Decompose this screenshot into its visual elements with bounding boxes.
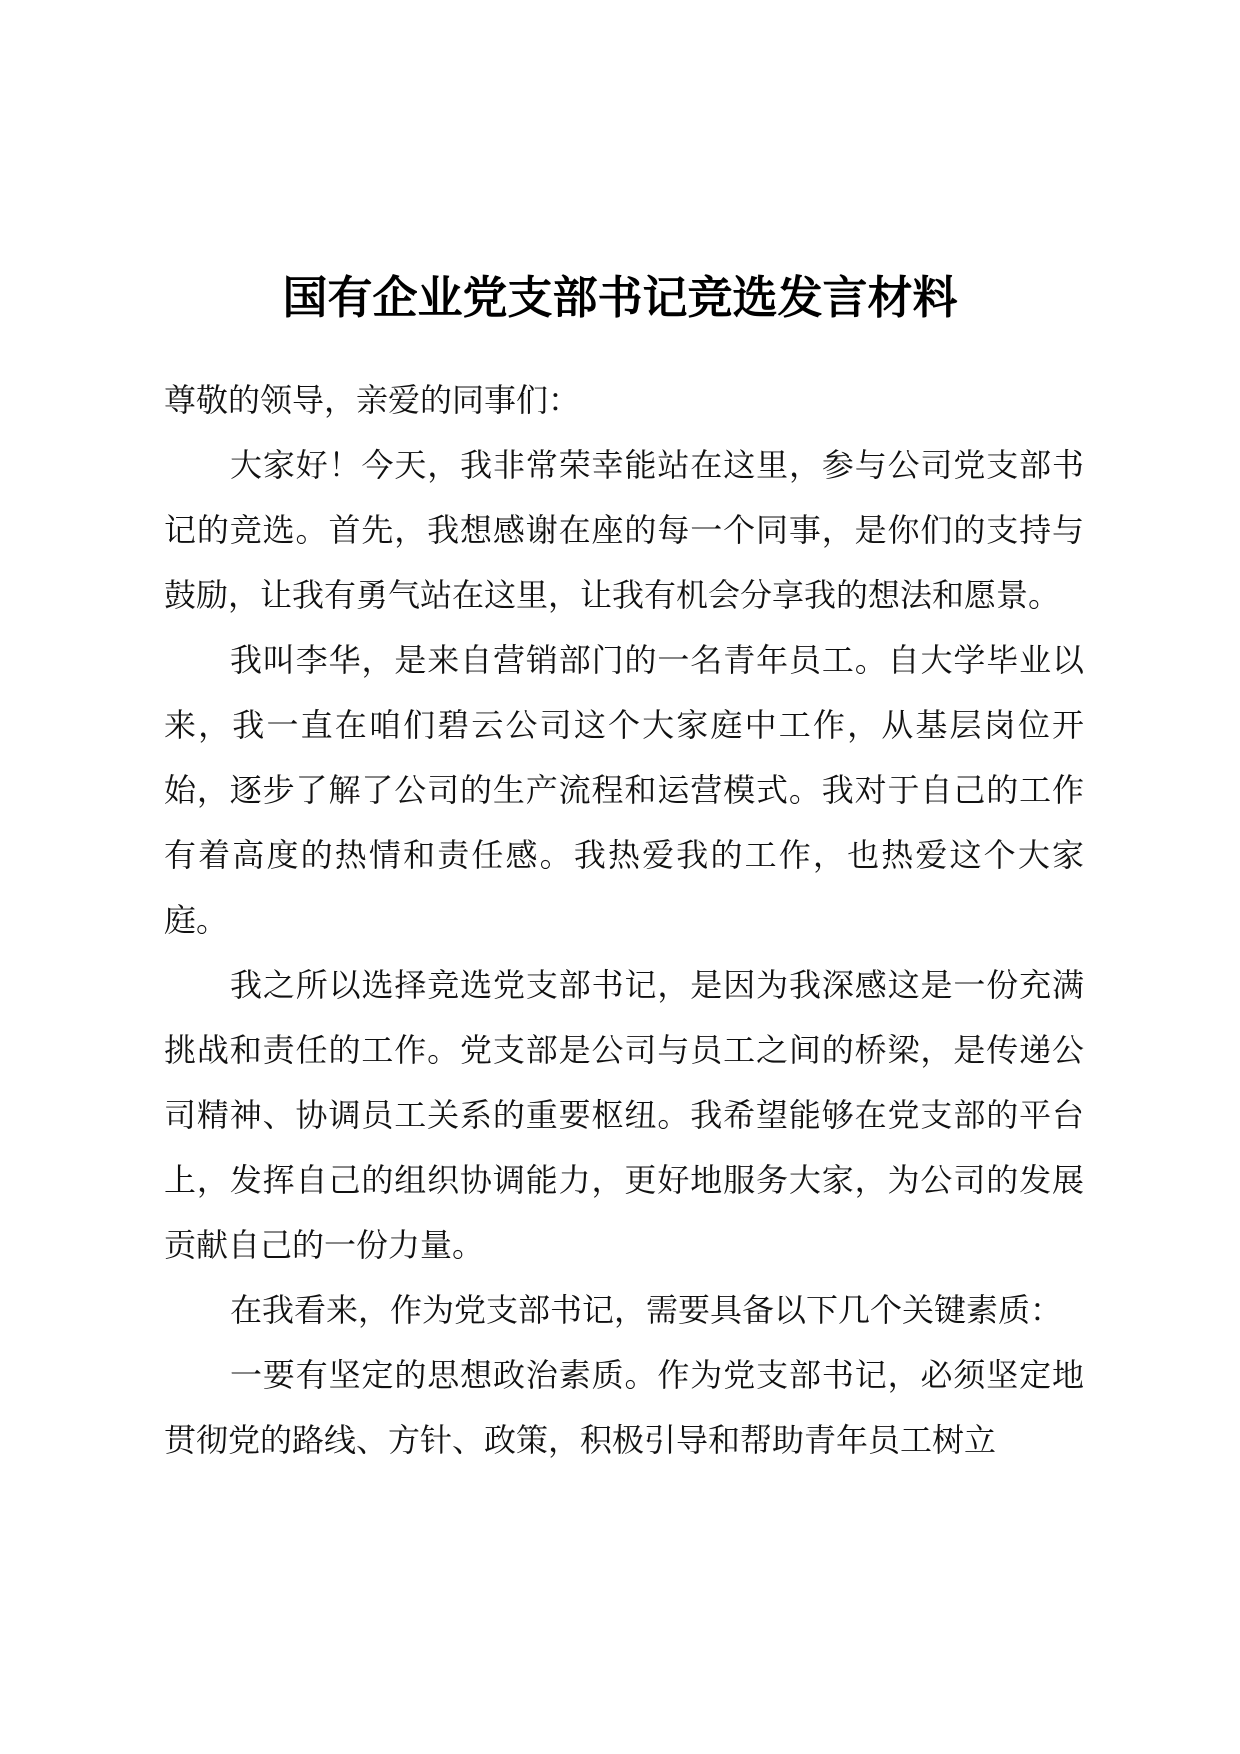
document-body [164, 368, 1084, 1473]
salutation: 尊敬的领导，亲爱的同事们： [164, 381, 581, 419]
document-title: 国有企业党支部书记竞选发言材料 [282, 271, 958, 324]
paragraph-self-introduction: 我叫李华，是来自营销部门的一名青年员工。自大学毕业以来，我一直在咱们碧云公司这个大家庭中工作，从基层岗位开始，逐步了解了公司的生产流程和运营模式。我对于自己的工作有着高度的热情和责任感。我热爱我的工作，也热爱这个大家庭。 [164, 641, 1084, 939]
paragraph-first-quality: 一要有坚定的思想政治素质。作为党支部书记，必须坚定地贯彻党的路线、方针、政策，积极引导和帮助青年员工树立 [164, 1356, 1084, 1459]
paragraph-motivation: 我之所以选择竞选党支部书记，是因为我深感这是一份充满挑战和责任的工作。党支部是公司与员工之间的桥梁，是传递公司精神、协调员工关系的重要枢纽。我希望能够在党支部的平台上，发挥自己的组织协调能力，更好地服务大家，为公司的发展贡献自己的一份力量。 [164, 966, 1084, 1264]
paragraph-greeting: 大家好！今天，我非常荣幸能站在这里，参与公司党支部书记的竞选。首先，我想感谢在座的每一个同事，是你们的支持与鼓励，让我有勇气站在这里，让我有机会分享我的想法和愿景。 [164, 446, 1084, 614]
paragraph-qualities-intro: 在我看来，作为党支部书记，需要具备以下几个关键素质： [230, 1291, 1063, 1329]
